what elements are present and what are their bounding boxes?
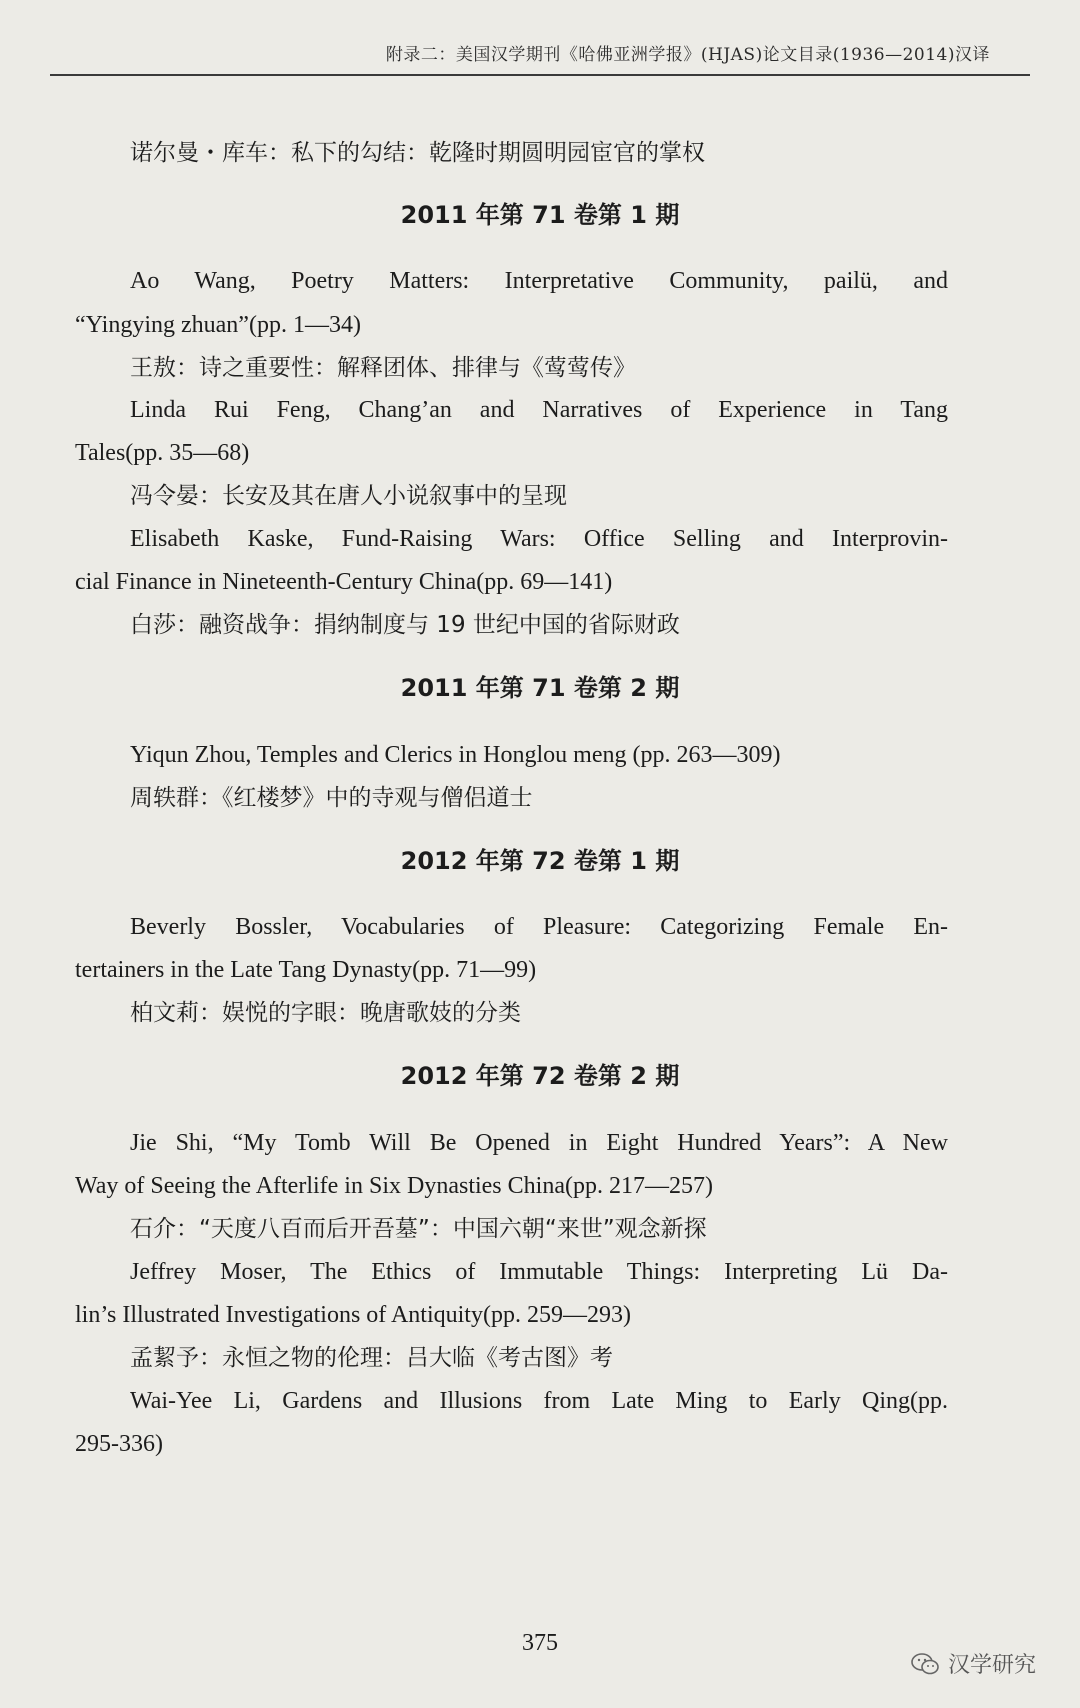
entry-en-line: Linda Rui Feng, Chang’an and Narratives of Experience in Tang	[130, 397, 948, 423]
entry-cn-line: 石介：“天度八百而后开吾墓”：中国六朝“来世”观念新探	[130, 1216, 707, 1242]
entry-en-line: Yiqun Zhou, Temples and Clerics in Honglou meng (pp. 263—309)	[130, 742, 781, 768]
entry-en-line: “Yingying zhuan”(pp. 1—34)	[75, 312, 361, 338]
entry-en-line: Jeffrey Moser, The Ethics of Immutable Things: Interpreting Lü Da-	[130, 1259, 948, 1285]
entry-en-line: Tales(pp. 35—68)	[75, 440, 250, 466]
entry-en-line: tertainers in the Late Tang Dynasty(pp. 71—99)	[75, 957, 537, 983]
entry-cn-line: 周轶群：《红楼梦》中的寺观与僧侣道士	[130, 785, 533, 811]
issue-heading: 2012 年第 72 卷第 2 期	[400, 1062, 680, 1090]
entry-en-line: Way of Seeing the Afterlife in Six Dynasties China(pp. 217—257)	[75, 1173, 713, 1199]
entry-en-line: Beverly Bossler, Vocabularies of Pleasure: Categorizing Female En-	[130, 914, 948, 940]
issue-heading: 2011 年第 71 卷第 2 期	[400, 674, 680, 702]
wechat-icon	[910, 1651, 940, 1677]
entry-en-line: Elisabeth Kaske, Fund-Raising Wars: Office Selling and Interprovin-	[130, 526, 948, 552]
entry-en-line: Ao Wang, Poetry Matters: Interpretative Community, pailü, and	[130, 268, 948, 294]
issue-heading: 2012 年第 72 卷第 1 期	[400, 847, 680, 875]
entry-en-line: 295-336)	[75, 1431, 163, 1457]
entry-cn-line: 白莎：融资战争：捐纳制度与 19 世纪中国的省际财政	[130, 612, 680, 638]
entry-cn-line: 孟絜予：永恒之物的伦理：吕大临《考古图》考	[130, 1345, 613, 1371]
entry-cn-line: 冯令晏：长安及其在唐人小说叙事中的呈现	[130, 483, 567, 509]
running-head: 附录二：美国汉学期刊《哈佛亚洲学报》(HJAS)论文目录(1936—2014)汉译	[385, 45, 990, 65]
entry-en-line: lin’s Illustrated Investigations of Antiquity(pp. 259—293)	[75, 1302, 631, 1328]
entry-cn-line: 柏文莉：娱悦的字眼：晚唐歌妓的分类	[130, 1000, 521, 1026]
entry-cn-line: 诺尔曼・库车：私下的勾结：乾隆时期圆明园宦官的掌权	[130, 140, 705, 166]
issue-heading: 2011 年第 71 卷第 1 期	[400, 201, 680, 229]
page-number: 375	[522, 1630, 558, 1656]
wechat-watermark	[910, 1648, 1036, 1679]
entry-en-line: cial Finance in Nineteenth-Century China(pp. 69—141)	[75, 569, 613, 595]
entry-en-line: Jie Shi, “My Tomb Will Be Opened in Eight Hundred Years”: A New	[130, 1130, 948, 1156]
entry-en-line: Wai-Yee Li, Gardens and Illusions from Late Ming to Early Qing(pp.	[130, 1388, 948, 1414]
entry-cn-line: 王敖：诗之重要性：解释团体、排律与《莺莺传》	[130, 355, 636, 381]
header-rule	[50, 74, 1030, 76]
watermark-text: 汉学研究	[948, 1653, 1037, 1678]
